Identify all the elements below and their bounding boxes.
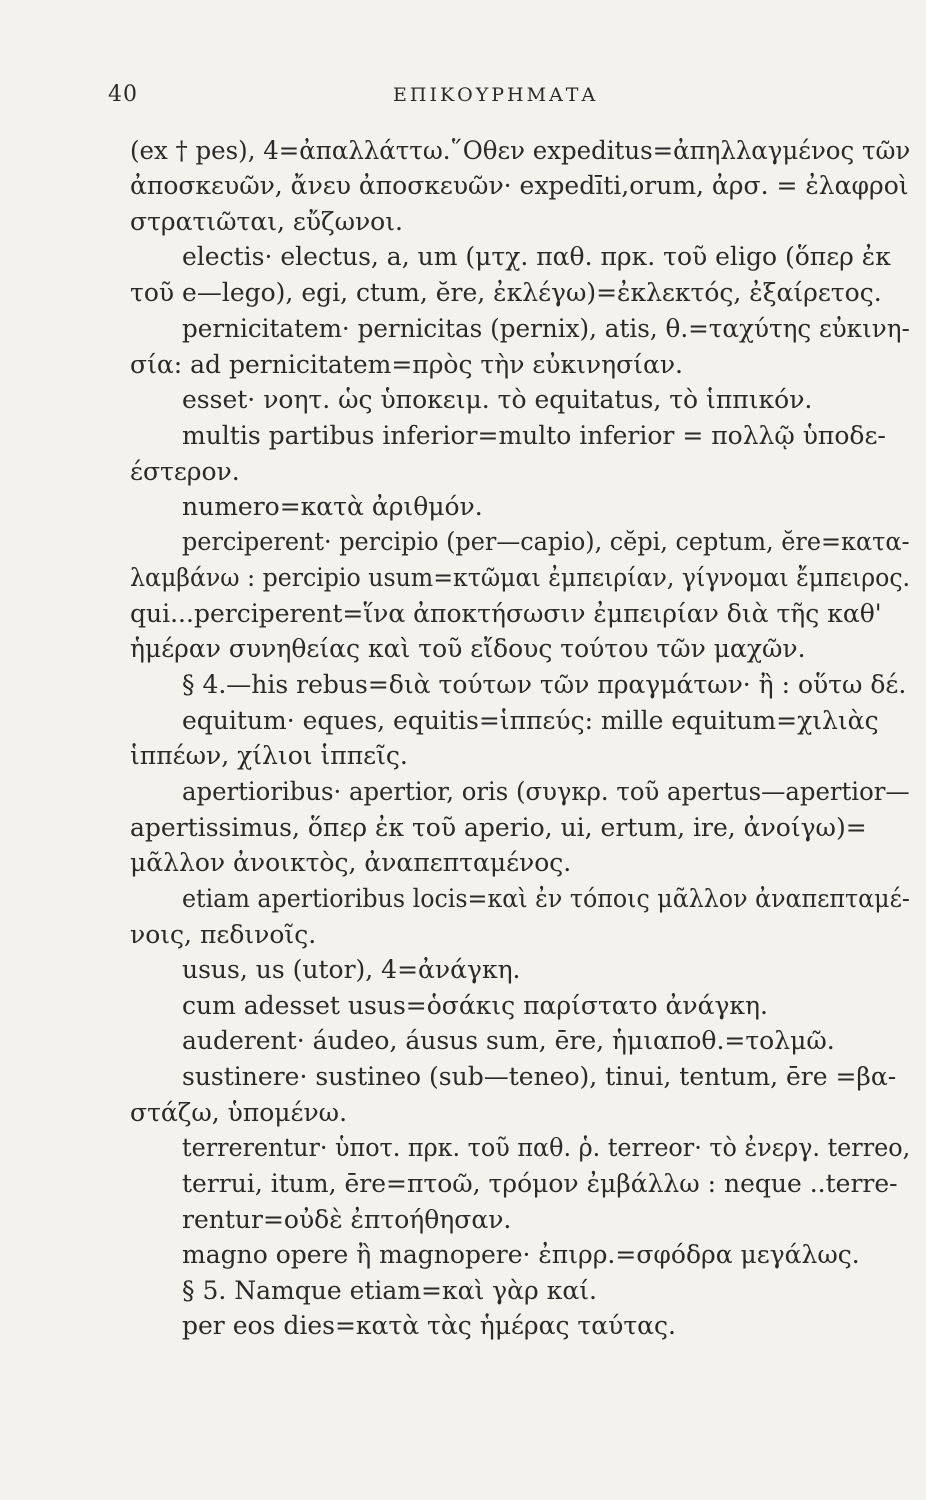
text-line: equitum· eques, equitis=ἱππεύς: mille equitum=χιλιὰς (182, 706, 879, 735)
page-number: 40 (108, 82, 138, 107)
text-line: perciperent· percipio (per—capio), cĕpi, ceptum, ĕre=κατα- (182, 527, 910, 556)
text-line: μᾶλλον ἀνοικτὸς, ἀναπεπταμένος. (130, 848, 572, 877)
text-line: τοῦ e—lego), egi, ctum, ĕre, ἐκλέγω)=ἐκλεκτός, ἐξαίρετος. (130, 278, 882, 307)
text-line: σία: ad pernicitatem=πρὸς τὴν εὐκινησίαν. (130, 350, 683, 379)
text-line: cum adesset usus=ὁσάκις παρίστατο ἀνάγκη. (182, 991, 768, 1020)
text-line: pernicitatem· pernicitas (pernix), atis, θ.=ταχύτης εὐκινη- (182, 314, 910, 343)
text-line: per eos dies=κατὰ τὰς ἡμέρας ταύτας. (182, 1311, 676, 1340)
text-line: numero=κατὰ ἀριθμόν. (182, 492, 483, 521)
text-line: λαμβάνω : percipio usum=κτῶμαι ἐμπειρίαν, γίγνομαι ἔμπειρος. (130, 563, 911, 592)
text-line: § 4.—his rebus=διὰ τούτων τῶν πραγμάτων· ἢ : οὕτω δέ. (182, 670, 907, 699)
page-header (108, 82, 888, 112)
text-line: electis· electus, a, um (μτχ. παθ. πρκ. τοῦ eligo (ὅπερ ἐκ (182, 242, 891, 271)
text-line: ἀποσκευῶν, ἄνευ ἀποσκευῶν· expedīti,orum, ἀρσ. = ἐλαφροὶ (130, 171, 909, 200)
text-line: auderent· áudeo, áusus sum, ēre, ἡμιαποθ.=τολμῶ. (182, 1026, 835, 1055)
text-line: usus, us (utor), 4=ἀνάγκη. (182, 955, 521, 984)
text-line: νοις, πεδινοῖς. (130, 920, 317, 949)
text-line: esset· νοητ. ὡς ὑποκειμ. τὸ equitatus, τὸ ἱππικόν. (182, 385, 813, 414)
text-line: qui...perciperent=ἵνα ἀποκτήσωσιν ἐμπειρίαν διὰ τῆς καθ' (130, 599, 882, 628)
text-line: multis partibus inferior=multo inferior = πολλῷ ὑποδε- (182, 421, 886, 450)
text-line: apertissimus, ὅπερ ἐκ τοῦ aperio, ui, ertum, ire, ἀνοίγω)= (130, 813, 867, 842)
text-line: magno opere ἢ magnopere· ἐπιρρ.=σφόδρα μεγάλως. (182, 1240, 860, 1269)
text-line: (ex † pes), 4=ἀπαλλάττω.῞Οθεν expeditus=ἀπηλλαγμένος τῶν (130, 136, 911, 165)
text-line: § 5. Namque etiam=καὶ γὰρ καί. (182, 1276, 597, 1305)
text-line: sustinere· sustineo (sub—teneo), tinui, tentum, ēre =βα- (182, 1062, 897, 1091)
text-line: apertioribus· apertior, oris (συγκρ. τοῦ apertus—apertior— (182, 777, 910, 806)
text-line: στρατιῶται, εὔζωνοι. (130, 207, 403, 236)
text-line: terrerentur· ὑποτ. πρκ. τοῦ παθ. ῥ. terreor· τὸ ἐνεργ. terreo, (182, 1133, 911, 1162)
text-line: στάζω, ὑπομένω. (130, 1098, 348, 1127)
running-title: ΕΠΙΚΟΥΡΗΜΑΤΑ (393, 84, 599, 106)
text-line: rentur=οὐδὲ ἐπτοήθησαν. (182, 1205, 512, 1234)
text-line: etiam apertioribus locis=καὶ ἐν τόποις μᾶλλον ἀναπεπταμέ- (182, 884, 910, 913)
text-line: έστερον. (130, 457, 240, 486)
text-line: ἡμέραν συνηθείας καὶ τοῦ εἴδους τούτου τῶν μαχῶν. (130, 634, 806, 663)
text-line: ἱππέων, χίλιοι ἱππεῖς. (130, 741, 408, 770)
text-line: terrui, itum, ēre=πτοῶ, τρόμον ἐμβάλλω : neque ..terre- (182, 1169, 898, 1198)
